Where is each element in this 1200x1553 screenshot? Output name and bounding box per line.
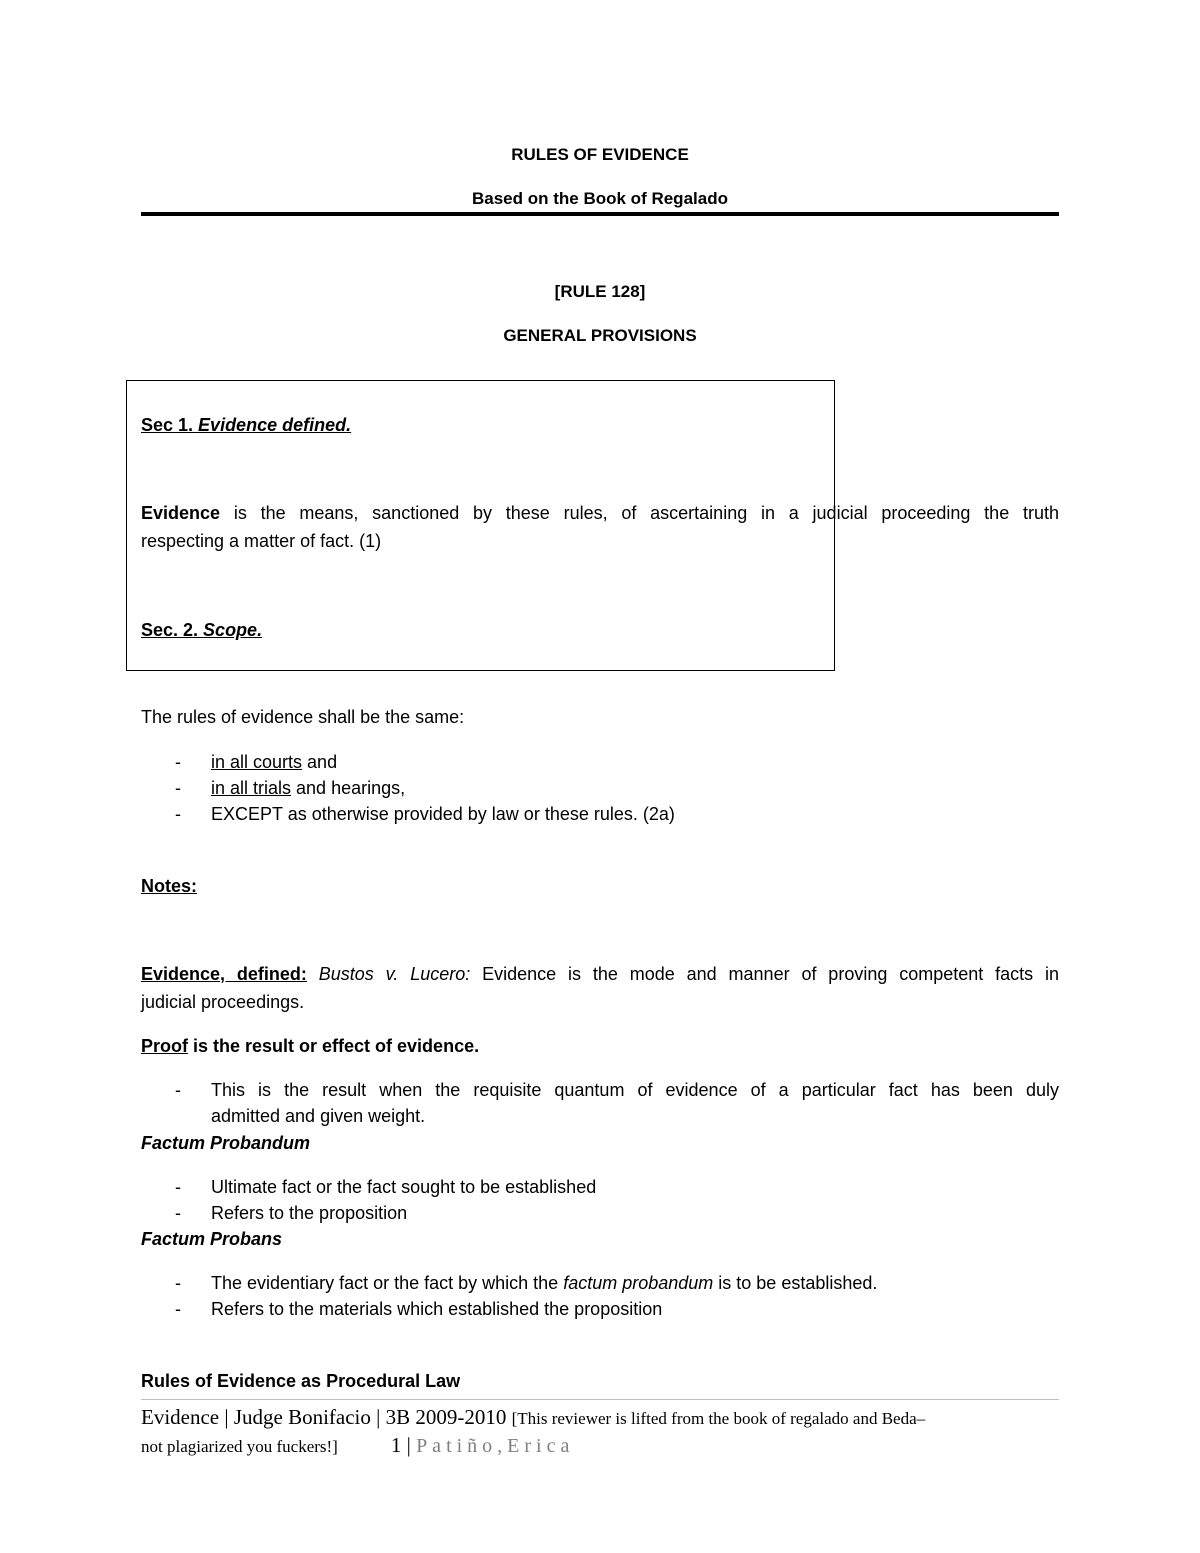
footer-author: Patiño,Erica — [416, 1435, 575, 1457]
factum-probans-heading: Factum Probans — [141, 1229, 283, 1249]
sec2-heading-title: Scope. — [203, 620, 263, 640]
list-item: - in all trials and hearings, — [175, 778, 406, 798]
list-item-continuation: admitted and given weight. — [211, 1106, 426, 1126]
footer-course: Evidence | Judge Bonifacio | 3B 2009-2010 — [141, 1405, 512, 1429]
list-item: - Refers to the proposition — [175, 1203, 408, 1223]
footer-note-cont: not plagiarized you fuckers!] — [141, 1437, 338, 1456]
proof-list — [141, 1077, 1059, 1129]
sec1-heading-title: Evidence defined. — [198, 415, 352, 435]
rule-number: [RULE 128] — [554, 282, 646, 301]
sec2-heading-prefix: Sec. 2. — [141, 620, 204, 640]
notes-heading: Notes: — [141, 876, 198, 896]
title-rule — [141, 212, 1059, 216]
list-item: - in all courts and — [175, 752, 338, 772]
list-item: - This is the result when the requisite quantum of evidence of a particular fact has been duly — [175, 1080, 1059, 1100]
document-title: RULES OF EVIDENCE — [511, 145, 689, 164]
sec1-text-line1 — [141, 500, 1059, 527]
case-name: Bustos v. Lucero: — [318, 964, 471, 984]
page-footer — [141, 1404, 1059, 1460]
proof-heading: Proof is the result or effect of evidence. — [141, 1036, 480, 1056]
factum-probandum-heading: Factum Probandum — [141, 1133, 311, 1153]
sec1-heading-prefix: Sec 1. — [141, 415, 199, 435]
evidence-defined-line2: judicial proceedings. — [141, 992, 305, 1012]
sec1-heading — [141, 412, 351, 439]
scope-list — [141, 749, 1059, 827]
sec1-text-1: is the means, sanctioned by these rules, of ascertaining in a judicial proceeding the truth — [220, 503, 1059, 523]
proof-term: Proof — [141, 1036, 188, 1056]
list-item: - The evidentiary fact or the fact by which the factum probandum is to be established. — [175, 1273, 878, 1293]
list-item: - Refers to the materials which established the proposition — [175, 1299, 663, 1319]
sec1-text-line2: respecting a matter of fact. (1) — [141, 531, 382, 551]
sec1-term: Evidence — [141, 503, 221, 523]
probans-list — [141, 1270, 1059, 1322]
footer-rule — [141, 1399, 1059, 1400]
evidence-defined-label: Evidence, defined: — [141, 964, 307, 984]
rule-name: GENERAL PROVISIONS — [503, 326, 697, 345]
sec2-heading — [141, 617, 262, 644]
list-item: - Ultimate fact or the fact sought to be established — [175, 1177, 597, 1197]
evidence-defined-line1: Evidence, defined: Bustos v. Lucero: Evidence is the mode and manner of proving competent facts in — [141, 964, 1060, 984]
procedural-law-heading: Rules of Evidence as Procedural Law — [141, 1371, 461, 1391]
footer-note: [This reviewer is lifted from the book of regalado and Beda– — [511, 1409, 926, 1428]
probandum-list — [141, 1174, 1059, 1226]
sec2-intro: The rules of evidence shall be the same: — [141, 707, 465, 727]
page-number: 1 | — [390, 1433, 417, 1457]
document-subtitle: Based on the Book of Regalado — [472, 189, 728, 208]
list-item: - EXCEPT as otherwise provided by law or these rules. (2a) — [175, 804, 675, 824]
